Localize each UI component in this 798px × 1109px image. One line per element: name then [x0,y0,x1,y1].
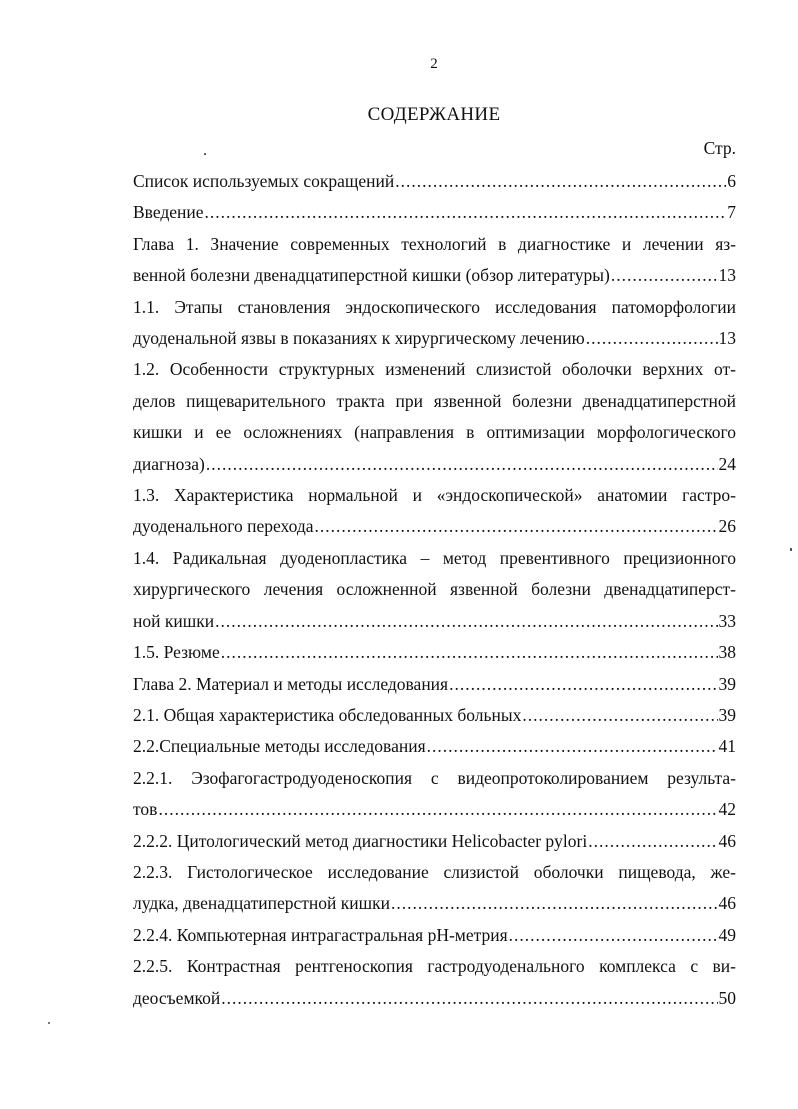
toc-entry-final-line [133,731,736,762]
toc-entry-final-line [133,794,736,825]
toc-page-number: 46 [718,893,736,914]
dot-leader [221,637,718,668]
toc-entry-text: тов [133,799,158,820]
dot-leader [205,197,727,228]
toc-entry [133,857,736,920]
toc-entry-text: дуоденального перехода [133,516,314,537]
toc-entry-final-line [133,511,736,542]
toc-entry-final-line [133,166,736,197]
toc-entry-text: 2.2.4. Компьютерная интрагастральная рН-метрия [133,924,508,945]
toc-page-number: 39 [718,673,736,694]
toc-entry-text: Глава 2. Материал и методы исследования [133,673,449,694]
toc-entry-text: дуоденальной язвы в показаниях к хирургическому лечению [133,328,585,349]
dot-leader [522,700,717,731]
toc-entry [133,480,736,543]
toc-entry-final-line [133,700,736,731]
toc-entry-text: Введение [133,202,204,223]
toc-entry-final-line [133,826,736,857]
stray-dot: . [203,142,207,159]
toc-page-number: 46 [718,830,736,851]
toc-page-number: 39 [718,704,736,725]
toc-entry-final-line [133,669,736,700]
page-column-header: Стр. [703,138,736,158]
toc-entry [133,826,736,857]
toc-entry [133,292,736,355]
toc-entry-text: лудка, двенадцатиперстной кишки [133,893,390,914]
toc-entry-final-line [133,983,736,1014]
page-title: СОДЕРЖАНИЕ [367,104,501,125]
toc-entry-text: ной кишки [133,610,215,631]
dot-leader [395,166,726,197]
toc-entry [133,700,736,731]
toc-entry [133,354,736,480]
toc-entry-line: хирургического лечения осложненной язвенной болезни двенадцатиперст- [133,579,736,600]
toc-page-number: 42 [718,799,736,820]
toc-entry-line: 1.4. Радикальная дуоденопластика – метод превентивного прецизионного [133,547,736,568]
toc-entry-line: Глава 1. Значение современных технологий в диагностике и лечении яз- [133,233,736,254]
dot-leader [588,826,717,857]
toc-entry [133,951,736,1014]
toc-entry-line: делов пищеварительного тракта при язвенной болезни двенадцатиперстной [133,390,736,411]
dot-leader [509,920,718,951]
dot-leader [206,449,718,480]
dot-leader [586,323,718,354]
toc-entry-final-line [133,449,736,480]
toc-entry-line: 1.1. Этапы становления эндоскопического исследования патоморфологии [133,296,736,317]
toc-entry-text: венной болезни двенадцатиперстной кишки (обзор литературы) [133,265,610,286]
dot-leader [315,511,718,542]
scan-speck [48,1022,50,1024]
toc-page-number: 13 [718,265,736,286]
dot-leader [221,983,717,1014]
toc-page-number: 6 [727,171,736,191]
toc-entry [133,166,736,197]
toc-entry-final-line [133,920,736,951]
toc-entry-final-line [133,323,736,354]
toc-page-number: 41 [718,736,736,757]
dot-leader [391,888,718,919]
toc-entry [133,543,736,637]
toc-entry [133,920,736,951]
toc-entry [133,637,736,668]
toc-entry-text: диагноза) [133,453,205,474]
dot-leader [427,731,718,762]
scan-speck [790,548,792,551]
toc-page-number: 33 [718,610,736,631]
toc-page-number: 26 [718,516,736,537]
dot-leader [158,794,717,825]
toc-entry [133,229,736,292]
toc-entry-text: 2.1. Общая характеристика обследованных больных [133,704,522,725]
toc-entry-final-line [133,888,736,919]
toc-entry-line: кишки и ее осложнениях (направления в оптимизации морфологического [133,422,736,443]
toc-entry-final-line [133,637,736,668]
dot-leader [449,669,717,700]
toc-page-number: 13 [718,328,736,349]
toc-entry-text: Список используемых сокращений [133,171,395,191]
toc-entry-text: 2.2.Специальные методы исследования [133,736,426,757]
dot-leader [215,606,717,637]
toc-entry-final-line [133,260,736,291]
toc-entry-line: 2.2.5. Контрастная рентгеноскопия гастродуоденального комплекса с ви- [133,956,736,977]
toc-entry-final-line [133,606,736,637]
toc-page-number: 24 [718,453,736,474]
toc-entry-line: 2.2.1. Эзофагогастродуоденоскопия с видеопротоколированием результа- [133,767,736,788]
toc-entry-line: 2.2.3. Гистологическое исследование слизистой оболочки пищевода, же- [133,861,736,882]
toc-page-number: 50 [718,987,736,1008]
toc-entry-line: 1.2. Особенности структурных изменений слизистой оболочки верхних от- [133,359,736,380]
toc-page-number: 38 [718,642,736,663]
toc-entry-text: 2.2.2. Цитологический метод диагностики Helicobacter pylori [133,830,588,851]
toc-page-number: 49 [718,924,736,945]
toc-entry [133,731,736,762]
toc-page-number: 7 [727,202,736,223]
table-of-contents [133,166,736,1014]
dot-leader [611,260,718,291]
page-number: 2 [430,56,438,72]
toc-entry [133,763,736,826]
toc-entry-final-line [133,197,736,228]
toc-entry-line: 1.3. Характеристика нормальной и «эндоскопической» анатомии гастро- [133,485,736,506]
toc-entry [133,197,736,228]
toc-entry-text: деосъемкой [133,987,221,1008]
toc-entry [133,669,736,700]
toc-entry-text: 1.5. Резюме [133,642,220,663]
